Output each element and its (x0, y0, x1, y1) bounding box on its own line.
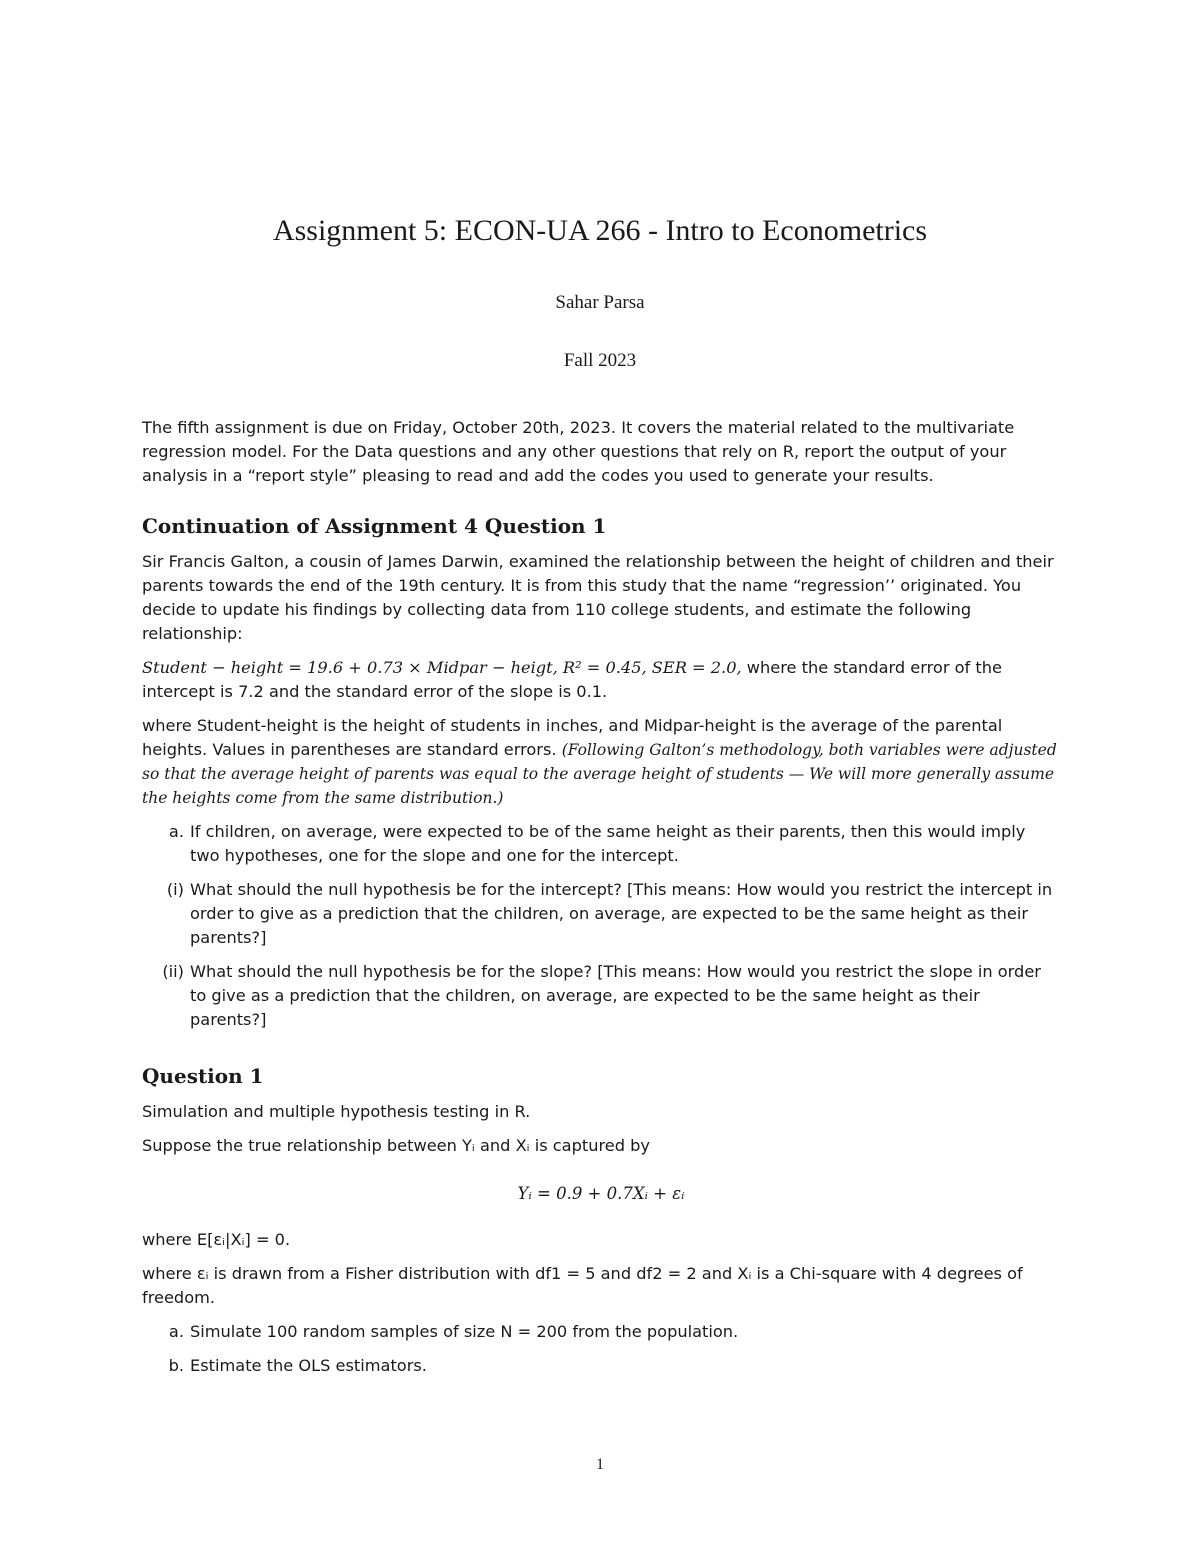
section-heading: Question 1 (142, 1064, 264, 1088)
page-number: 1 (596, 1456, 604, 1473)
list-item (142, 878, 1060, 950)
list-item-text: If children, on average, were expected to be of the same height as their parents, then this would imply two hypotheses, one for the slope and one for the intercept. (190, 822, 1026, 865)
document-author: Sahar Parsa (555, 292, 645, 313)
list-item-label: a. (168, 822, 184, 841)
regression-equation-paragraph (142, 656, 1060, 704)
list-item-text: What should the null hypothesis be for the slope? [This means: How would you restrict the slope in order to give as a prediction that the children, on average, are expected to be the same height as their parents?] (190, 962, 1041, 1029)
list-item (142, 820, 1060, 868)
list-item (142, 960, 1060, 1032)
intro-text: The fifth assignment is due on Friday, October 20th, 2023. It covers the material related to the multivariate regression model. For the Data questions and any other questions that rely on R, report the output of your analysis in a “report style” pleasing to read and add the codes you used to generate your results. (142, 418, 1015, 485)
list-item-text: What should the null hypothesis be for the intercept? [This means: How would you restrict the intercept in order to give as a prediction that the children, on average, are expected to be the same height as their parents?] (190, 880, 1053, 947)
list-item-label: (i) (166, 880, 184, 899)
question-setup: Suppose the true relationship between Yᵢ and Xᵢ is captured by (142, 1136, 651, 1155)
list-item (142, 1354, 1060, 1378)
question-intro: Simulation and multiple hypothesis testing in R. (142, 1102, 531, 1121)
intro-paragraph (142, 416, 1060, 488)
regression-equation: Student − height = 19.6 + 0.73 × Midpar − heigt, R² = 0.45, SER = 2.0, (142, 658, 742, 677)
section-continuation (142, 512, 1060, 1042)
galton-paragraph: Sir Francis Galton, a cousin of James Darwin, examined the relationship between the height of children and their parents towards the end of the 19th century. It is from this study that the name “regression’’ originated. You decide to update his findings by collecting data from 110 college students, and estimate the following relationship: (142, 552, 1054, 643)
methodology-note: (Following Galton’s methodology, both variables were adjusted so that the average height of parents was equal to the average height of students — We will more generally assume the heights come from the same distribution.) (142, 741, 1057, 807)
exogeneity-condition: where E[εᵢ|Xᵢ] = 0. (142, 1230, 291, 1249)
list-item (142, 1320, 1060, 1344)
list-item-text: Simulate 100 random samples of size N = 200 from the population. (190, 1322, 739, 1341)
document-date: Fall 2023 (563, 350, 637, 371)
variable-definition-paragraph (142, 714, 1060, 810)
distribution-paragraph: where εᵢ is drawn from a Fisher distribution with df1 = 5 and df2 = 2 and Xᵢ is a Chi-square with 4 degrees of freedom. (142, 1264, 1023, 1307)
variable-definition-text: where Student-height is the height of students in inches, and Midpar-height is the average of the parental heights. Values in parentheses are standard errors. (142, 716, 1003, 759)
model-equation: Yᵢ = 0.9 + 0.7Xᵢ + εᵢ (517, 1184, 685, 1203)
section-heading: Continuation of Assignment 4 Question 1 (142, 514, 607, 538)
list-item-text: Estimate the OLS estimators. (190, 1356, 427, 1375)
list-item-label: a. (168, 1322, 184, 1341)
document-title: Assignment 5: ECON-UA 266 - Intro to Econometrics (272, 214, 928, 247)
list-item-label: b. (168, 1356, 184, 1375)
regression-equation-tail: where the standard error of the intercept is 7.2 and the standard error of the slope is 0.1. (142, 658, 1002, 701)
section-question-1 (142, 1062, 1060, 1388)
list-item-label: (ii) (162, 962, 184, 981)
